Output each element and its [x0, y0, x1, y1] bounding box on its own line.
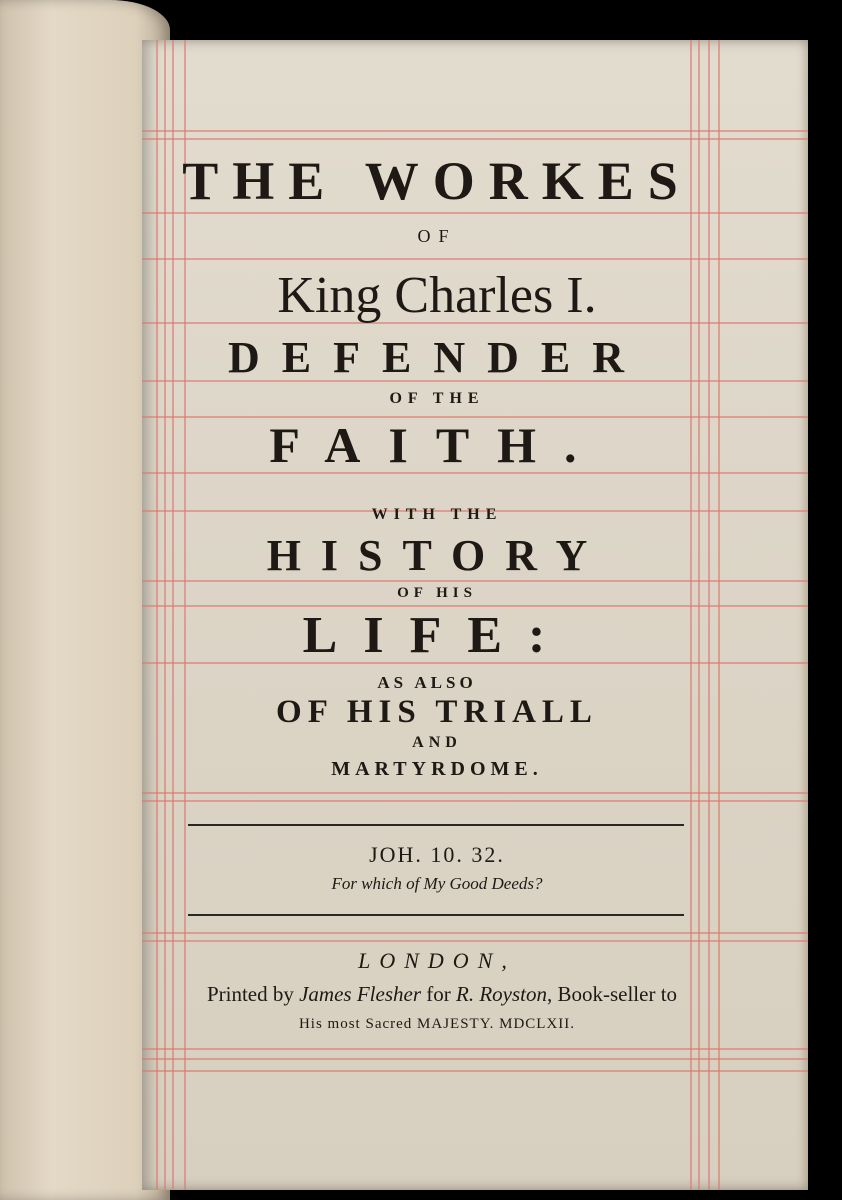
scripture-quote: For which of My Good Deeds? — [331, 874, 543, 893]
divider-rule — [188, 824, 684, 826]
life: LIFE: — [302, 607, 572, 664]
defender: DEFENDER — [227, 333, 647, 382]
as-also: AS ALSO — [377, 673, 477, 692]
printed-prefix: Printed by — [206, 982, 300, 1006]
title: THE WORKES — [182, 151, 692, 211]
king-name: King Charles I. — [277, 267, 597, 324]
trial: OF HIS TRIALL — [276, 694, 598, 730]
scripture-citation: JOH. 10. 32. — [369, 842, 505, 867]
printed-mid: for — [421, 982, 456, 1006]
imprint-place: LONDON, — [358, 948, 516, 973]
printer-name: James Flesher — [299, 982, 421, 1006]
imprint-printer — [142, 982, 742, 1007]
imprint-date: His most Sacred MAJESTY. MDCLXII. — [298, 1016, 576, 1032]
martyrdome: MARTYRDOME. — [331, 758, 543, 780]
printed-suffix: , Book-seller to — [546, 982, 678, 1006]
bookseller-name: R. Royston — [456, 982, 547, 1006]
title-page — [142, 40, 808, 1190]
divider-rule — [188, 914, 684, 916]
of-the: OF THE — [389, 390, 485, 407]
of-his: OF HIS — [397, 585, 477, 601]
history: HISTORY — [266, 531, 608, 580]
title-of: OF — [417, 226, 457, 246]
with-the: WITH THE — [371, 506, 503, 523]
faith: FAITH. — [269, 417, 605, 473]
and: AND — [412, 734, 462, 751]
